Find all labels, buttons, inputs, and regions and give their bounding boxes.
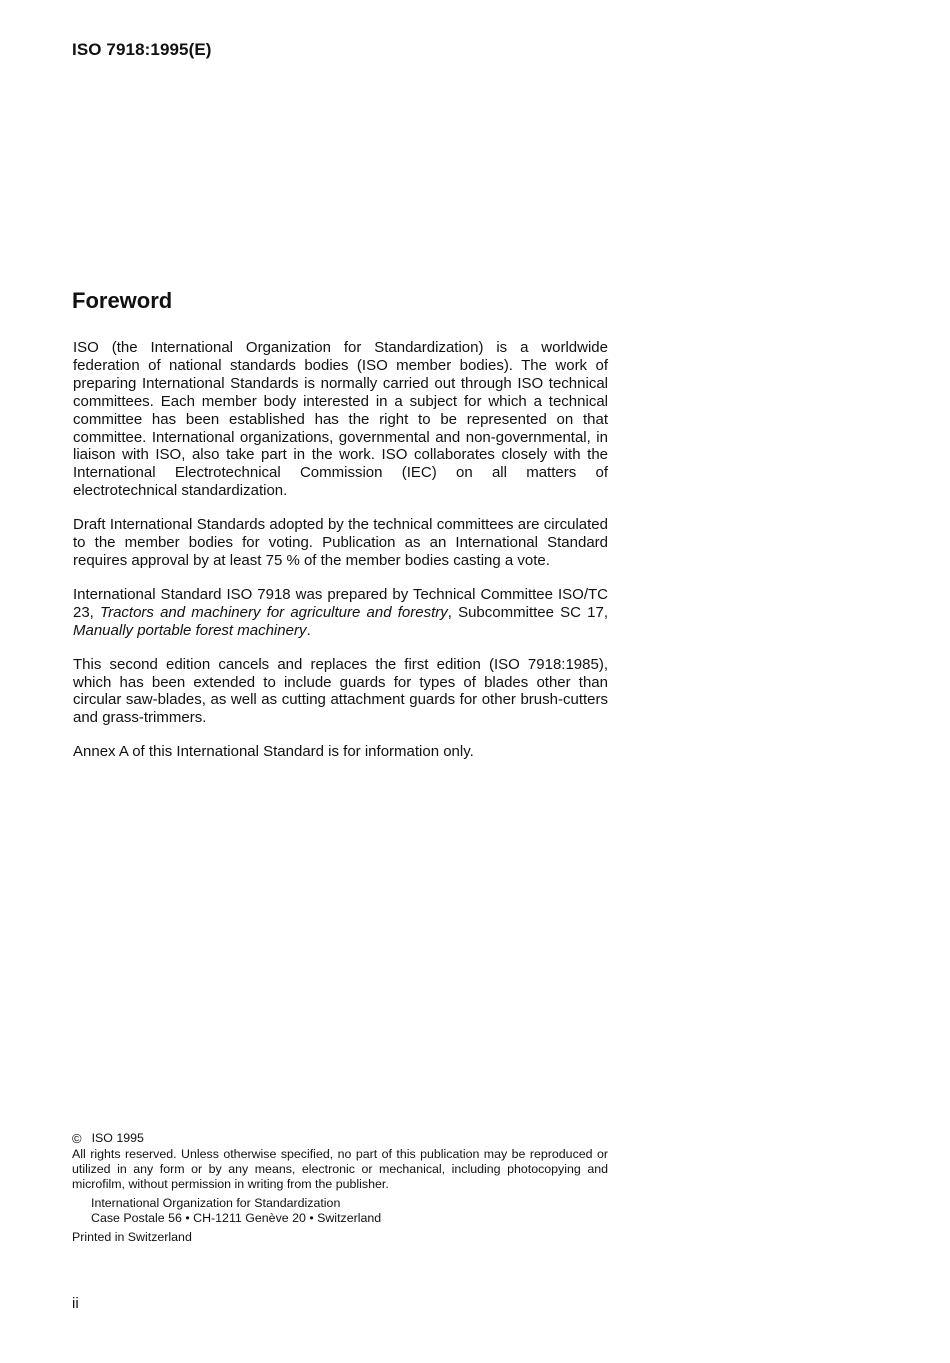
document-id: ISO 7918:1995(E) (72, 40, 212, 59)
p3-text-2: , Subcommittee SC 17, (447, 603, 608, 621)
foreword-body (73, 339, 608, 777)
foreword-paragraph-5: Annex A of this International Standard is for information only. (73, 743, 474, 761)
foreword-paragraph-2: Draft International Standards adopted by the technical committees are circulated to the member bodies for voting. Publication as an International Standard requires approval by at least 75 % of the member bodies casting a vote. (73, 516, 608, 569)
foreword-paragraph-3 (73, 586, 608, 640)
page-number: ii (72, 1295, 79, 1312)
publisher-name: International Organization for Standardization (91, 1196, 341, 1210)
copyright-line (72, 1131, 608, 1146)
committee-title: Tractors and machinery for agriculture and forestry (100, 603, 448, 621)
subcommittee-title: Manually portable forest machinery (73, 621, 307, 639)
publisher-address (91, 1196, 608, 1226)
printed-in: Printed in Switzerland (72, 1230, 192, 1244)
postal-address: Case Postale 56 • CH-1211 Genève 20 • Switzerland (91, 1211, 382, 1225)
copyright-icon: © (72, 1131, 82, 1146)
foreword-paragraph-4: This second edition cancels and replaces the first edition (ISO 7918:1985), which has been extended to include guards for types of blades other than circular saw-blades, as well as cutting attachment guards for other brush-cutters and grass-trimmers. (73, 655, 608, 727)
p3-text-3: . (306, 621, 311, 639)
foreword-paragraph-1: ISO (the International Organization for Standardization) is a worldwide federation of national standards bodies (ISO member bodies). The work of preparing International Standards is normally carried out through ISO technical committees. Each member body interested in a subject for which a technical committee has been established has the right to be represented on that committee. International organizations, governmental and non-governmental, in liaison with ISO, also take part in the work. ISO collaborates closely with the International Electrotechnical Commission (IEC) on all matters of electrotechnical standardization. (73, 339, 608, 500)
copyright-notice (72, 1131, 608, 1245)
p3-text-1: International Standard ISO 7918 was prepared by Technical Committee ISO/TC 23, (73, 585, 608, 621)
rights-statement: All rights reserved. Unless otherwise specified, no part of this publication may be reproduced or utilized in any form or by any means, electronic or mechanical, including photocopying and microfilm, without permission in writing from the publisher. (72, 1147, 608, 1191)
copyright-year: ISO 1995 (91, 1131, 144, 1145)
page-title: Foreword (72, 288, 173, 313)
